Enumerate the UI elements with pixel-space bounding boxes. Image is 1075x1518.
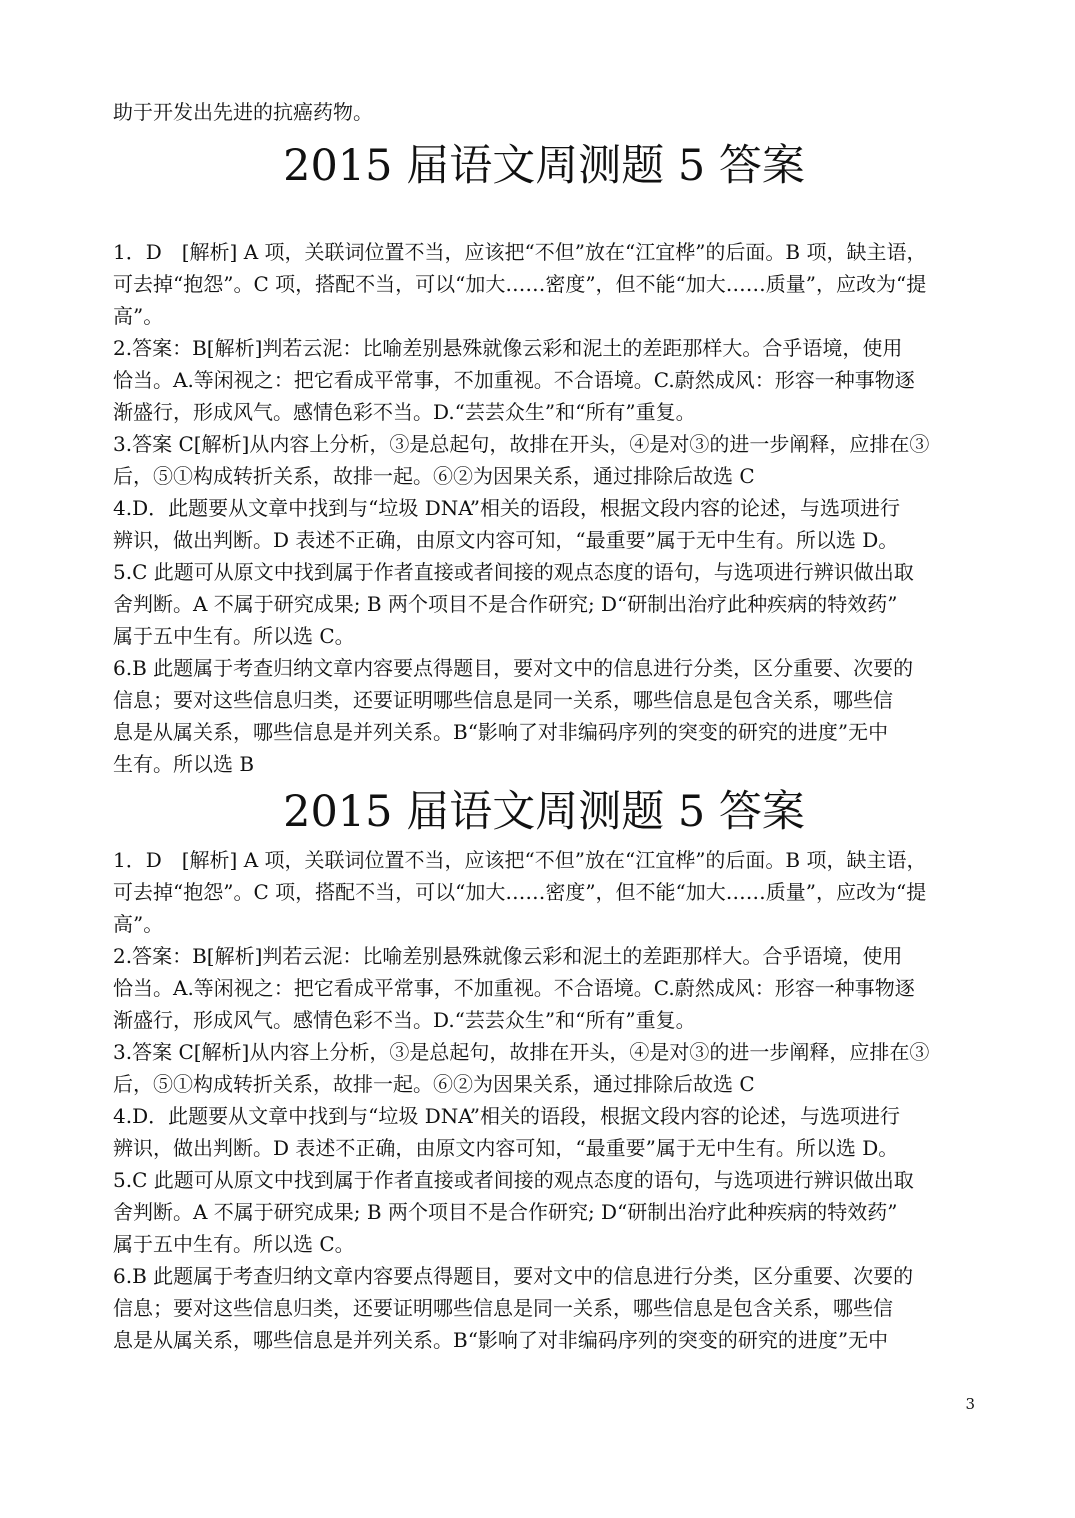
text-line: 恰当。A.等闲视之：把它看成平常事，不加重视。不合语境。C.蔚然成风：形容一种事物逐 xyxy=(113,976,915,1000)
text-line: 1．D [解析] A 项，关联词位置不当，应该把“不但”放在“江宜桦”的后面。B 项，缺主语， xyxy=(113,240,927,264)
text-line: 生有。所以选 B xyxy=(113,752,255,776)
text-line: 后，⑤①构成转折关系，故排一起。⑥②为因果关系，通过排除后故选 C xyxy=(113,464,755,488)
text-line: 属于五中生有。所以选 C。 xyxy=(113,1232,355,1256)
text-line: 后，⑤①构成转折关系，故排一起。⑥②为因果关系，通过排除后故选 C xyxy=(113,1072,755,1096)
text-line: 可去掉“抱怨”。C 项，搭配不当，可以“加大……密度”，但不能“加大……质量”，应改为“提 xyxy=(113,272,927,296)
text-line: 6.B 此题属于考查归纳文章内容要点得题目，要对文中的信息进行分类，区分重要、次要的 xyxy=(113,1264,914,1288)
page-number: 3 xyxy=(965,1395,975,1413)
text-line: 渐盛行，形成风气。感情色彩不当。D.“芸芸众生”和“所有”重复。 xyxy=(113,1008,696,1032)
text-line: 5.C 此题可从原文中找到属于作者直接或者间接的观点态度的语句，与选项进行辨识做出取 xyxy=(113,560,914,584)
text-line: 属于五中生有。所以选 C。 xyxy=(113,624,355,648)
text-line: 高”。 xyxy=(113,304,164,328)
section-title: 2015 届语文周测题 5 答案 xyxy=(283,787,805,837)
answer-section xyxy=(113,844,975,1356)
text-line: 2.答案：B[解析]判若云泥：比喻差别悬殊就像云彩和泥土的差距那样大。合乎语境，使用 xyxy=(113,944,903,968)
text-line: 信息；要对这些信息归类，还要证明哪些信息是同一关系，哪些信息是包含关系，哪些信 xyxy=(113,688,893,712)
text-line: 舍判断。A 不属于研究成果; B 两个项目不是合作研究; D“研制出治疗此种疾病的特效药” xyxy=(113,1200,898,1224)
text-line: 5.C 此题可从原文中找到属于作者直接或者间接的观点态度的语句，与选项进行辨识做出取 xyxy=(113,1168,914,1192)
text-line: 6.B 此题属于考查归纳文章内容要点得题目，要对文中的信息进行分类，区分重要、次要的 xyxy=(113,656,914,680)
text-line: 渐盛行，形成风气。感情色彩不当。D.“芸芸众生”和“所有”重复。 xyxy=(113,400,696,424)
text-line: 4.D．此题要从文章中找到与“垃圾 DNA”相关的语段，根据文段内容的论述，与选项进行 xyxy=(113,496,900,520)
section-title: 2015 届语文周测题 5 答案 xyxy=(283,141,805,191)
text-line: 4.D．此题要从文章中找到与“垃圾 DNA”相关的语段，根据文段内容的论述，与选项进行 xyxy=(113,1104,900,1128)
document-page xyxy=(113,96,975,1356)
text-line: 2.答案：B[解析]判若云泥：比喻差别悬殊就像云彩和泥土的差距那样大。合乎语境，使用 xyxy=(113,336,903,360)
text-line: 可去掉“抱怨”。C 项，搭配不当，可以“加大……密度”，但不能“加大……质量”，应改为“提 xyxy=(113,880,927,904)
text-line: 1．D [解析] A 项，关联词位置不当，应该把“不但”放在“江宜桦”的后面。B 项，缺主语， xyxy=(113,848,927,872)
text-line: 息是从属关系，哪些信息是并列关系。B“影响了对非编码序列的突变的研究的进度”无中 xyxy=(113,720,889,744)
text-line: 息是从属关系，哪些信息是并列关系。B“影响了对非编码序列的突变的研究的进度”无中 xyxy=(113,1328,889,1352)
text-line: 3.答案 C[解析]从内容上分析，③是总起句，故排在开头，④是对③的进一步阐释，应排在③ xyxy=(113,432,930,456)
text-line: 信息；要对这些信息归类，还要证明哪些信息是同一关系，哪些信息是包含关系，哪些信 xyxy=(113,1296,893,1320)
text-line: 舍判断。A 不属于研究成果; B 两个项目不是合作研究; D“研制出治疗此种疾病的特效药” xyxy=(113,592,898,616)
answer-section xyxy=(113,236,975,780)
text-line: 辨识，做出判断。D 表述不正确，由原文内容可知，“最重要”属于无中生有。所以选 D。 xyxy=(113,528,899,552)
text-line: 3.答案 C[解析]从内容上分析，③是总起句，故排在开头，④是对③的进一步阐释，应排在③ xyxy=(113,1040,930,1064)
text-line: 恰当。A.等闲视之：把它看成平常事，不加重视。不合语境。C.蔚然成风：形容一种事物逐 xyxy=(113,368,915,392)
text-line: 高”。 xyxy=(113,912,164,936)
text-line: 辨识，做出判断。D 表述不正确，由原文内容可知，“最重要”属于无中生有。所以选 D。 xyxy=(113,1136,899,1160)
continuation-line: 助于开发出先进的抗癌药物。 xyxy=(113,100,373,124)
